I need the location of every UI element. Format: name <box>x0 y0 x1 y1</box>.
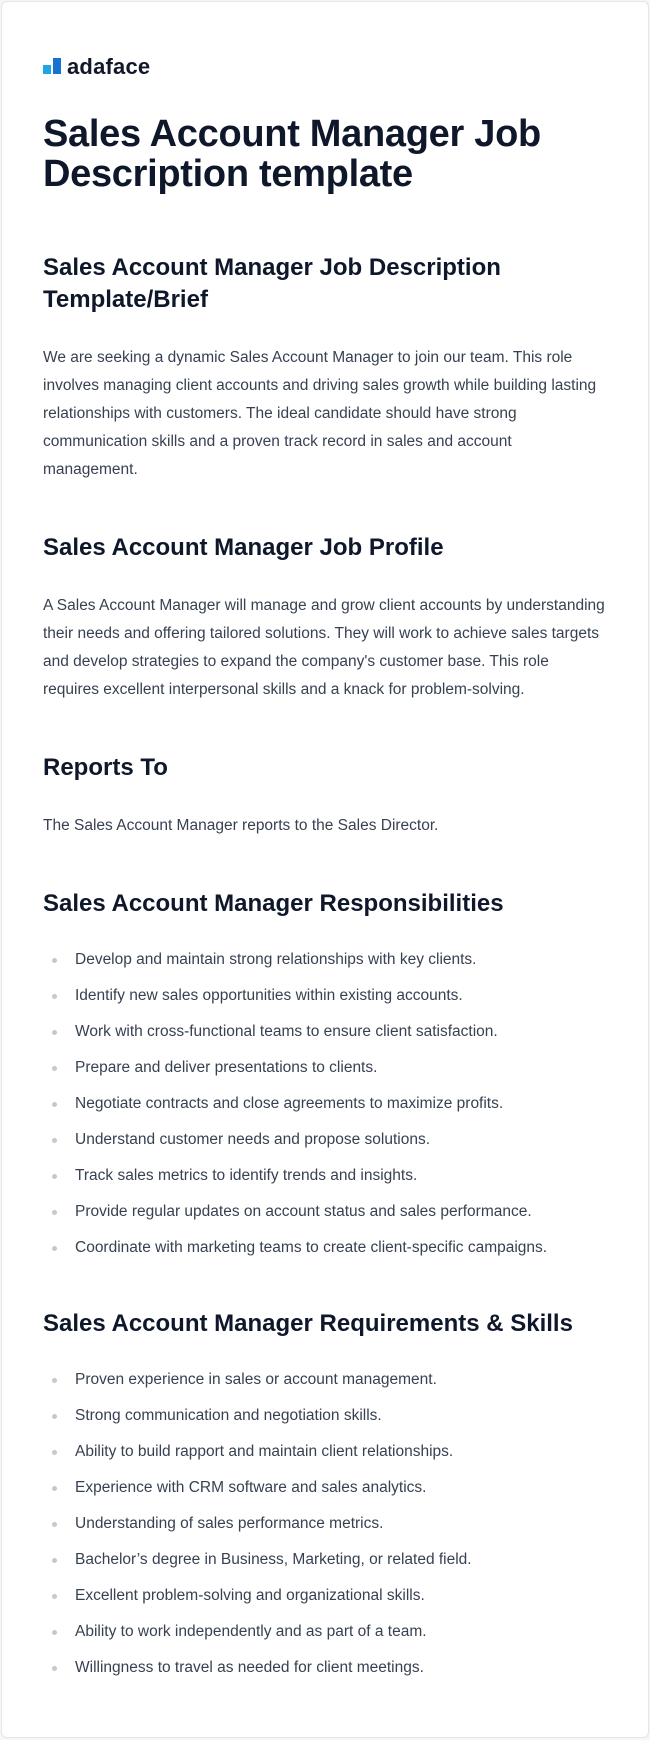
adaface-logo[interactable] <box>43 54 607 80</box>
bullet-icon <box>52 1246 57 1251</box>
reports-to-section <box>43 752 607 840</box>
bullet-icon <box>52 1210 57 1215</box>
list-item <box>43 1476 607 1500</box>
bullet-icon <box>52 1138 57 1143</box>
list-item-text: Identify new sales opportunities within existing accounts. <box>75 987 463 1004</box>
profile-text: A Sales Account Manager will manage and grow client accounts by understanding their needs and offering tailored solutions. They will work to achieve sales targets and develop strategies to expand the company's customer base. This role requires excellent interpersonal skills and a knack for problem-solving. <box>43 597 605 698</box>
bullet-icon <box>52 1450 57 1455</box>
brief-heading: Sales Account Manager Job Description Template/Brief <box>43 254 501 313</box>
bullet-icon <box>52 994 57 999</box>
list-item <box>43 1164 607 1188</box>
list-item <box>43 1656 607 1680</box>
page-title: Sales Account Manager Job Description template <box>43 113 541 195</box>
requirements-section <box>43 1308 607 1680</box>
list-item <box>43 1368 607 1392</box>
bullet-icon <box>52 1486 57 1491</box>
list-item <box>43 984 607 1008</box>
list-item <box>43 1200 607 1224</box>
list-item-text: Develop and maintain strong relationships with key clients. <box>75 951 477 968</box>
reports-to-text: The Sales Account Manager reports to the Sales Director. <box>43 817 439 834</box>
bullet-icon <box>52 1630 57 1635</box>
list-item <box>43 1236 607 1260</box>
adaface-bars-icon <box>43 58 63 76</box>
list-item-text: Willingness to travel as needed for client meetings. <box>75 1659 424 1676</box>
list-item-text: Track sales metrics to identify trends and insights. <box>75 1167 418 1184</box>
bullet-icon <box>52 1522 57 1527</box>
list-item <box>43 948 607 972</box>
bullet-icon <box>52 1030 57 1035</box>
bullet-icon <box>52 1594 57 1599</box>
list-item-text: Prepare and deliver presentations to clients. <box>75 1059 378 1076</box>
list-item-text: Work with cross-functional teams to ensure client satisfaction. <box>75 1023 498 1040</box>
list-item-text: Experience with CRM software and sales analytics. <box>75 1479 427 1496</box>
bullet-icon <box>52 1558 57 1563</box>
bullet-icon <box>52 1066 57 1071</box>
responsibilities-section <box>43 888 607 1260</box>
list-item <box>43 1020 607 1044</box>
reports-to-heading: Reports To <box>43 754 168 781</box>
profile-section <box>43 532 607 704</box>
list-item-text: Coordinate with marketing teams to create client-specific campaigns. <box>75 1239 548 1256</box>
brief-section <box>43 252 607 484</box>
list-item <box>43 1512 607 1536</box>
bullet-icon <box>52 1102 57 1107</box>
responsibilities-heading: Sales Account Manager Responsibilities <box>43 890 504 917</box>
requirements-heading: Sales Account Manager Requirements & Skills <box>43 1310 573 1337</box>
bullet-icon <box>52 958 57 963</box>
list-item-text: Bachelor’s degree in Business, Marketing, or related field. <box>75 1551 472 1568</box>
list-item <box>43 1404 607 1428</box>
responsibilities-list <box>43 948 607 1260</box>
bullet-icon <box>52 1174 57 1179</box>
bullet-icon <box>52 1666 57 1671</box>
list-item-text: Ability to build rapport and maintain client relationships. <box>75 1443 454 1460</box>
list-item <box>43 1056 607 1080</box>
list-item-text: Strong communication and negotiation skills. <box>75 1407 382 1424</box>
list-item-text: Ability to work independently and as part of a team. <box>75 1623 427 1640</box>
list-item <box>43 1440 607 1464</box>
requirements-list <box>43 1368 607 1680</box>
bullet-icon <box>52 1378 57 1383</box>
list-item <box>43 1092 607 1116</box>
list-item-text: Negotiate contracts and close agreements to maximize profits. <box>75 1095 504 1112</box>
bullet-icon <box>52 1414 57 1419</box>
list-item <box>43 1548 607 1572</box>
list-item-text: Proven experience in sales or account management. <box>75 1371 437 1388</box>
list-item <box>43 1128 607 1152</box>
list-item <box>43 1584 607 1608</box>
profile-heading: Sales Account Manager Job Profile <box>43 534 444 561</box>
list-item-text: Understanding of sales performance metrics. <box>75 1515 384 1532</box>
list-item-text: Provide regular updates on account status and sales performance. <box>75 1203 532 1220</box>
brief-text: We are seeking a dynamic Sales Account Manager to join our team. This role involves managing client accounts and driving sales growth while building lasting relationships with customers. The ideal candidate should have strong communication skills and a proven track record in sales and account management. <box>43 349 597 478</box>
list-item-text: Excellent problem-solving and organizational skills. <box>75 1587 425 1604</box>
list-item-text: Understand customer needs and propose solutions. <box>75 1131 430 1148</box>
job-description-card <box>1 1 649 1738</box>
brand-name: adaface <box>67 54 151 79</box>
list-item <box>43 1620 607 1644</box>
